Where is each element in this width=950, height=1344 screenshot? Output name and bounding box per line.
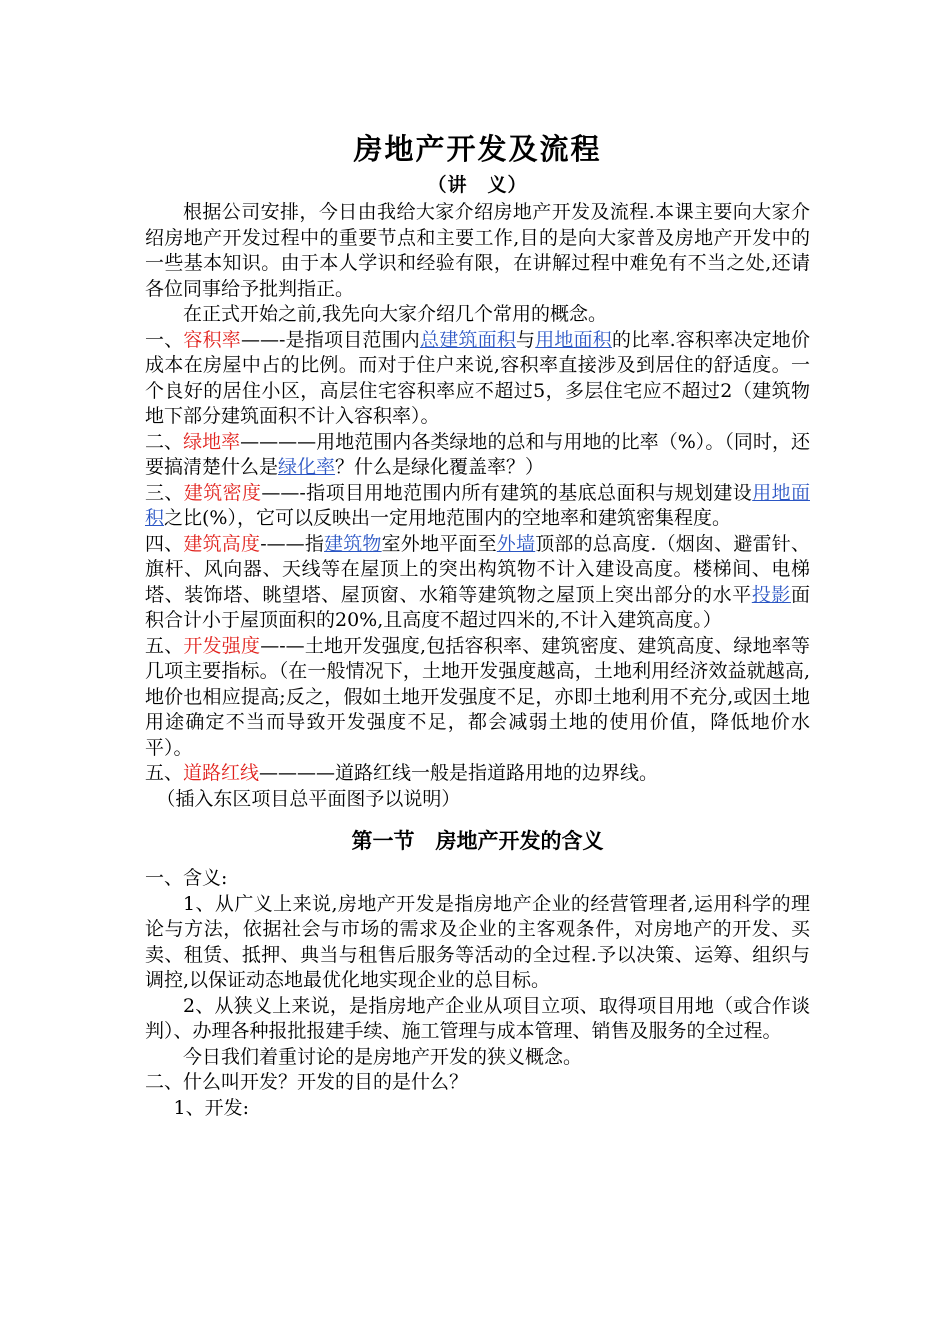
link-projection[interactable]: 投影 [751, 583, 791, 606]
section-heading: 第一节 房地产开发的含义 [351, 829, 604, 853]
intro-paragraph-2: 在正式开始之前,我先向大家介绍几个常用的概念。 [183, 303, 608, 325]
intro-paragraph-1: 根据公司安排，今日由我给大家介绍房地产开发及流程.本课主要向大家介绍房地产开发过程中的重要节点和主要工作,目的是向大家普及房地产开发中的一些基本知识。由于本人学识和经验有限，在讲解过程中难免有不当之处,还请各位同事给予批判指正。 [145, 201, 810, 300]
link-land-area[interactable]: 用地面积 [145, 481, 810, 529]
concept-term: 建筑密度 [183, 481, 262, 504]
link-greening-rate[interactable]: 绿化率 [278, 456, 336, 478]
concept-number: 五、 [145, 762, 184, 784]
section-subheading-1: 一、含义: [145, 867, 228, 889]
document-page [145, 128, 810, 1121]
concept-building-height: 四、建筑高度-——指建筑物室外地平面至外墙顶部的总高度.（烟囱、避雷针、旗杆、风向器、天线等在屋顶上的突出构筑物不计入建设高度。楼梯间、电梯塔、装饰塔、眺望塔、屋顶窗、水箱等建筑物之屋顶上突出部分的水平投影面积合计小于屋顶面积的20%,且高度不超过四米的,不计入建筑高度。） [145, 532, 810, 631]
concept-road-red-line: 五、道路红线————道路红线一般是指道路用地的边界线。 [145, 762, 659, 784]
section-paragraph-narrow: 2、从狭义上来说，是指房地产企业从项目立项、取得项目用地（或合作谈判）、办理各种报批报建手续、施工管理与成本管理、销售及服务的全过程。 [145, 994, 810, 1042]
concept-term: 建筑高度 [183, 532, 261, 555]
link-building[interactable]: 建筑物 [324, 532, 382, 555]
concept-number: 一、 [145, 328, 184, 351]
concept-building-density: 三、建筑密度——-指项目用地范围内所有建筑的基底总面积与规划建设用地面积之比(%），它可以反映出一定用地范围内的空地率和建筑密集程度。 [145, 481, 810, 529]
section-subheading-2: 二、什么叫开发？开发的目的是什么？ [145, 1071, 469, 1093]
link-total-floor-area[interactable]: 总建筑面积 [420, 328, 516, 351]
concept-floor-area-ratio: 一、容积率——-是指项目范围内总建筑面积与用地面积的比率.容积率决定地价成本在房屋中占的比例。而对于住户来说,容积率直接涉及到居住的舒适度。一个良好的居住小区，高层住宅容积率应不超过5，多层住宅应不超过2（建筑物地下部分建筑面积不计入容积率）。 [145, 328, 810, 427]
concept-term: 道路红线 [183, 762, 260, 784]
concept-term: 开发强度 [183, 634, 261, 657]
concept-term: 绿地率 [183, 430, 241, 453]
concept-term: 容积率 [183, 328, 241, 351]
section-subheading-3: 1、开发: [173, 1096, 249, 1119]
document-title: 房地产开发及流程 [353, 132, 602, 166]
concept-number: 二、 [145, 430, 184, 453]
concept-development-intensity: 五、开发强度—-—土地开发强度,包括容积率、建筑密度、建筑高度、绿地率等几项主要指标。（在一般情况下，土地开发强度越高，土地利用经济效益就越高,地价也相应提高;反之，假如土地开发强度不足，亦即土地利用不充分,或因土地用途确定不当而导致开发强度不足，都会减弱土地的使用价值，降低地价水平）。 [145, 634, 810, 759]
document-subtitle: （讲 义） [427, 174, 528, 196]
concept-number: 五、 [145, 634, 184, 657]
section-paragraph-focus: 今日我们着重讨论的是房地产开发的狭义概念。 [183, 1045, 583, 1068]
concept-number: 三、 [145, 481, 184, 504]
concept-green-ratio: 二、绿地率————用地范围内各类绿地的总和与用地的比率（%）。（同时，还要搞清楚什么是绿化率？什么是绿化覆盖率？） [145, 430, 810, 478]
concept-note: （插入东区项目总平面图予以说明） [156, 787, 461, 810]
section-paragraph-broad: 1、从广义上来说,房地产开发是指房地产企业的经营管理者,运用科学的理论与方法，依据社会与市场的需求及企业的主客观条件，对房地产的开发、买卖、租赁、抵押、典当与租售后服务等活动的全过程.予以决策、运筹、组织与调控,以保证动态地最优化地实现企业的总目标。 [145, 892, 810, 991]
link-land-area[interactable]: 用地面积 [535, 328, 612, 351]
concept-number: 四、 [145, 532, 184, 555]
link-exterior-wall[interactable]: 外墙 [496, 532, 536, 555]
